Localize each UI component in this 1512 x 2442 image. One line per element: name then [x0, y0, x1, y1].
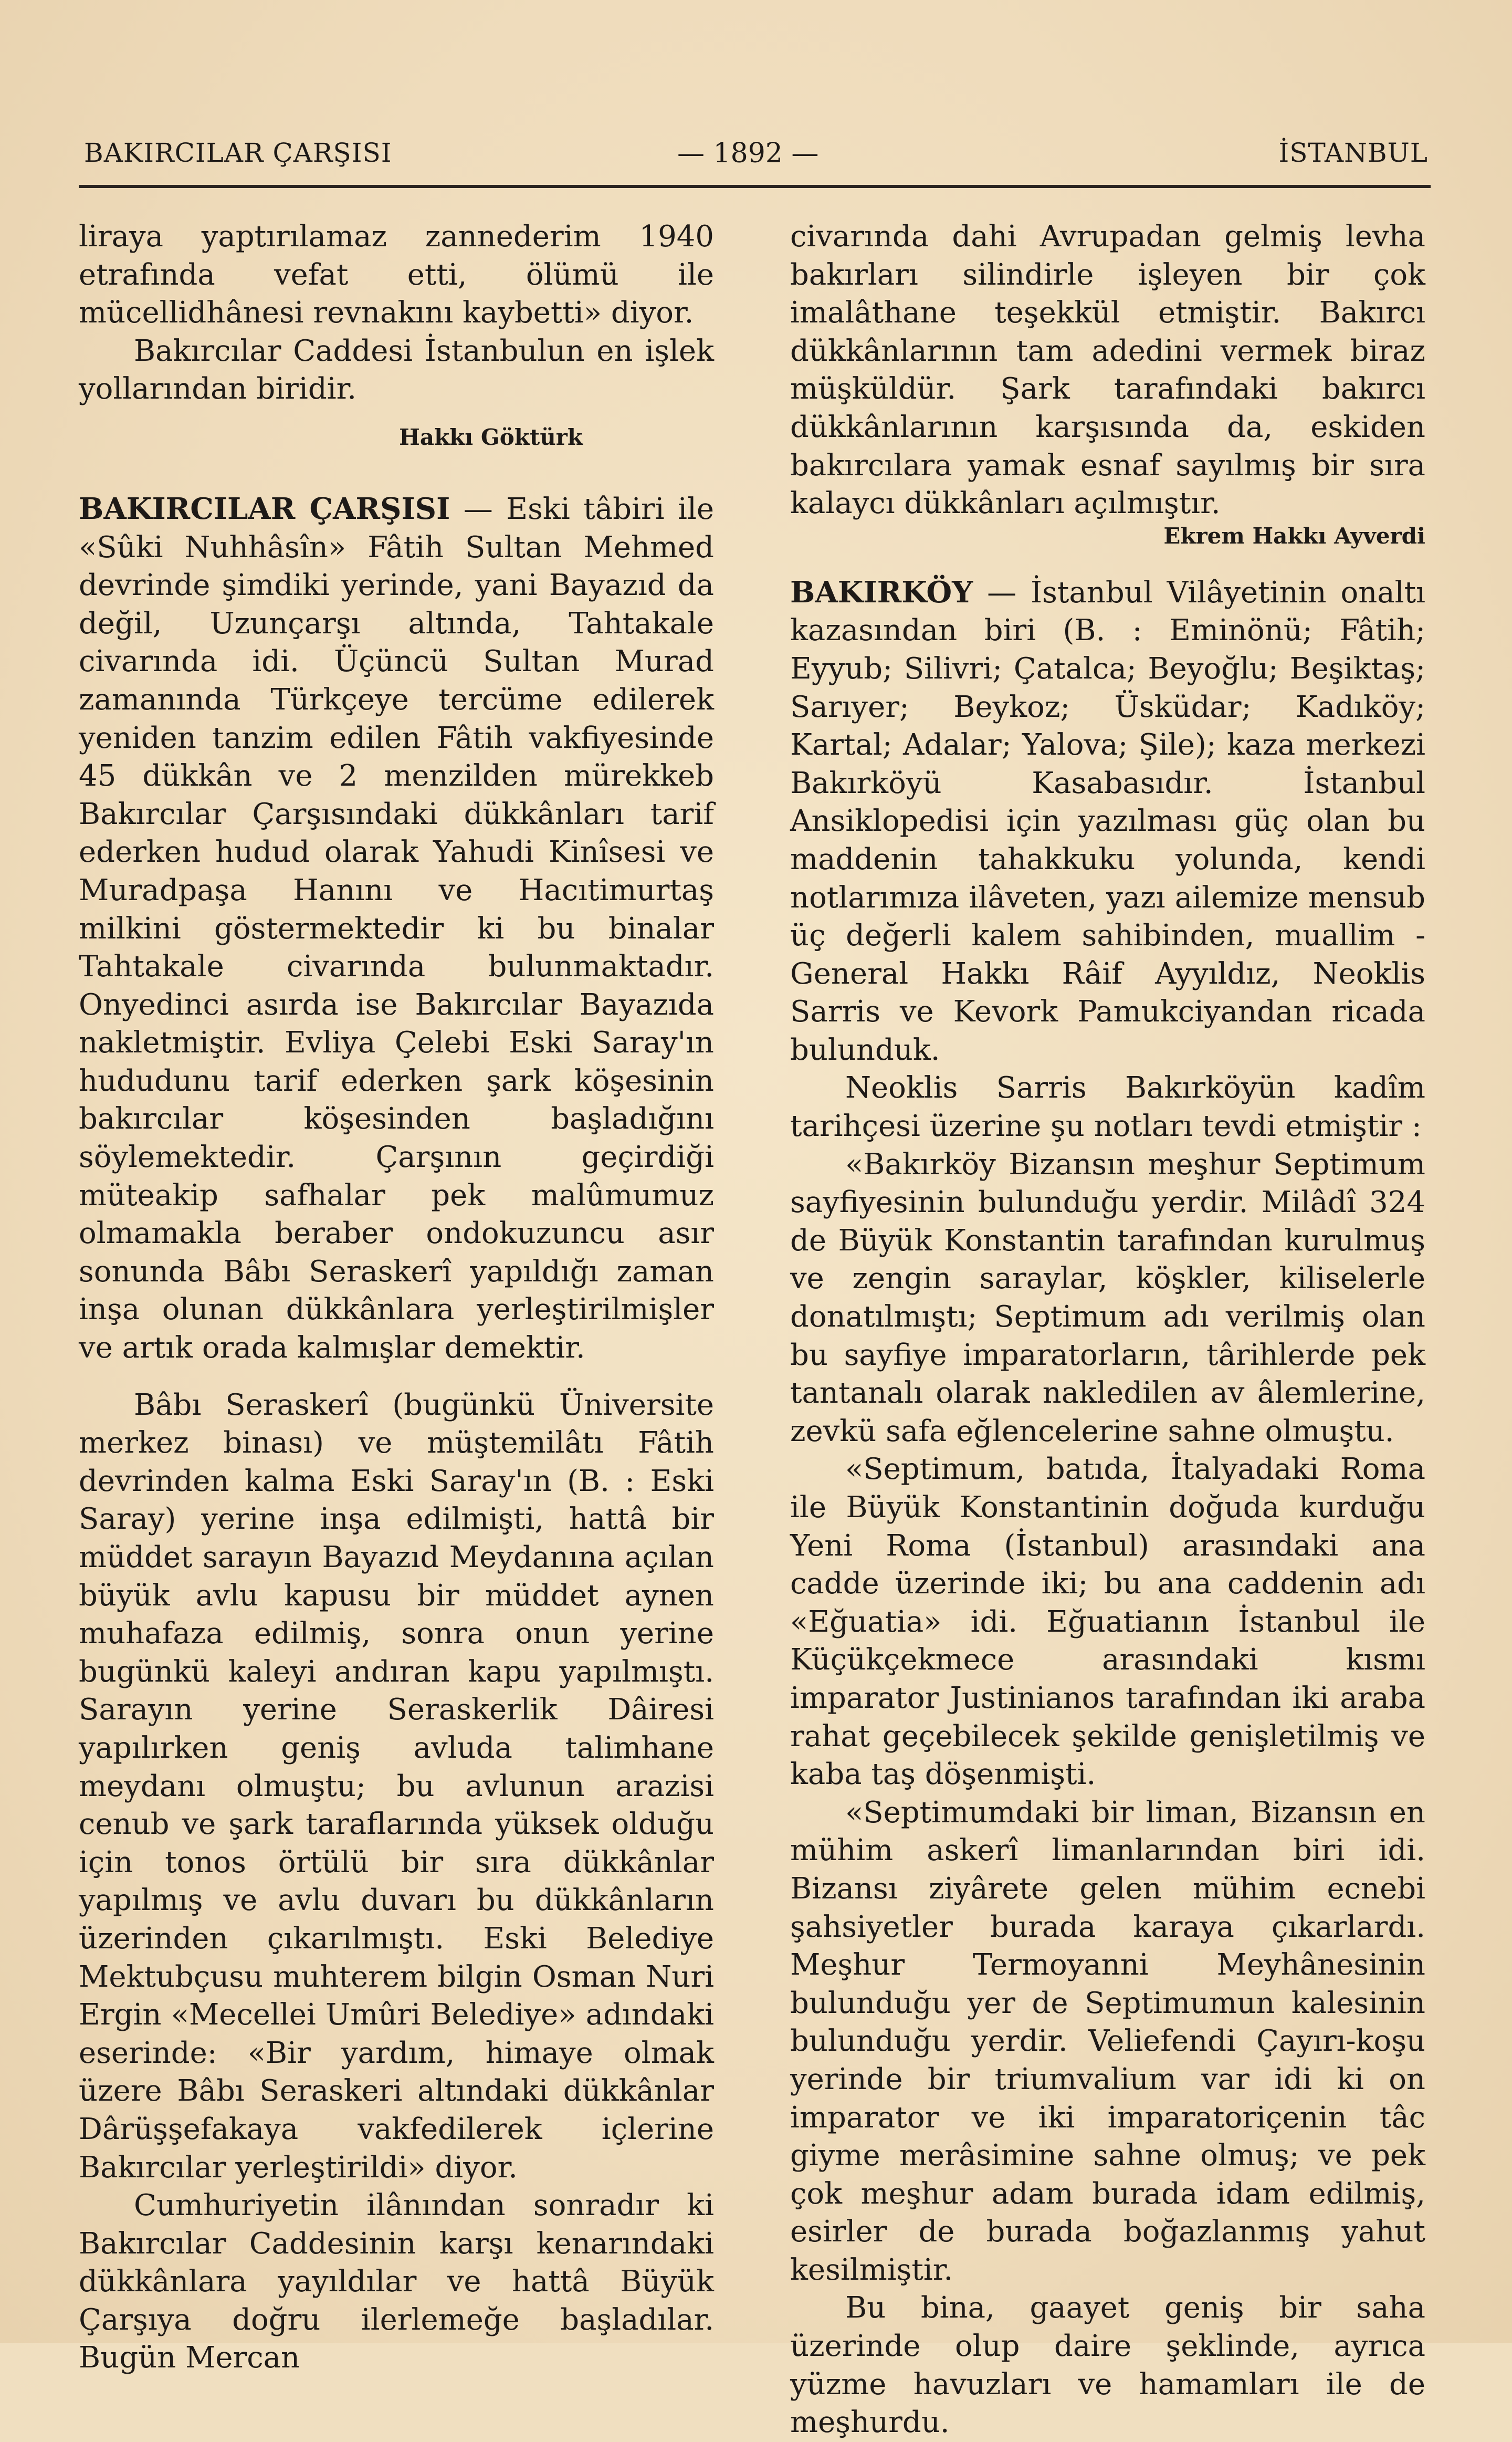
- paragraph: Bu bina, gaayet geniş bir saha üzerinde olup daire şeklinde, ayrıca yüzme havuzları ve hamamları ile de meşhurdu.: [790, 2291, 1425, 2440]
- paragraph: Bâbı Seraskerî (bugünkü Üniversite merkez binası) ve müştemilâtı Fâtih devrinden kalma Eski Saray'ın (B. : Eski Saray) yerine inşa edilmişti, hattâ bir müddet sarayın Bayazıd Meydanına açılan büyük avlu kapusu bir müddet aynen muhafaza edilmiş, sonra onun yerine bugünkü kaleyi andıran kapu yapılmıştı. Sarayın yerine Seraskerlik Dâiresi yapılırken geniş avluda talimhane meydanı olmuştu; bu avlunun arazisi cenub ve şark taraflarında yüksek olduğu için tonos örtülü bir sıra dükkânlar yapılmış ve avlu duvarı bu dükkânların üzerinden çıkarılmıştı. Eski Belediye Mektubçusu muhterem bilgin Osman Nuri Ergin «Mecellei Umûri Belediye» adındaki eserinde: «Bir yardım, himaye olmak üzere Bâbı Seraskeri altındaki dükkânlar Dârüşşefakaya vakfedilerek içlerine Bakırcılar yerleştirildi» diyor.: [79, 1387, 714, 2185]
- left-column: [79, 218, 714, 2377]
- entry-text: — Eski tâbiri ile «Sûki Nuhhâsîn» Fâtih Sultan Mehmed devrinde şimdiki yerinde, yani Bayazıd da değil, Uzunçarşı altında, Tahtakale civarında idi. Üçüncü Sultan Murad zamanında Türkçeye tercüme edilerek yeniden tanzim edilen Fâtih vakfiyesinde 45 dükkân ve 2 menzilden mürekkeb Bakırcılar Çarşısındaki dükkânları tarif ederken hudud olarak Yahudi Kinîsesi ve Muradpaşa Hanını ve Hacıtimurtaş milkini göstermektedir ki bu binalar Tahtakale civarında bulunmaktadır. Onyedinci asırda ise Bakırcılar Bayazıda nakletmiştir. Evliya Çelebi Eski Saray'ın hududunu tarif ederken şark köşesinin bakırcılar köşesinden başladığını söylemektedir. Çarşının geçirdiği müteakip safhalar pek malûmumuz olmamakla beraber ondokuzuncu asır sonunda Bâbı Seraskerî yapıldığı zaman inşa olunan dükkânlara yerleştirilmişler ve artık orada kalmışlar demektir.: [79, 492, 714, 1365]
- paragraph: civarında dahi Avrupadan gelmiş levha bakırları silindirle işleyen bir çok imalâthane teşekkül etmiştir. Bakırcı dükkânlarının tam adedini vermek biraz müşküldür. Şark tarafındaki bakırcı dükkânlarının karşısında da, eskiden bakırcılara yamak esnaf sayılmış bir sıra kalaycı dükkânları açılmıştır.: [790, 220, 1425, 521]
- paragraph: Neoklis Sarris Bakırköyün kadîm tarihçesi üzerine şu notları tevdi etmiştir :: [790, 1071, 1425, 1144]
- paragraph: «Bakırköy Bizansın meşhur Septimum sayfiyesinin bulunduğu yerdir. Milâdî 324 de Büyük Konstantin tarafından kurulmuş ve zengin saraylar, köşkler, kiliselerle donatılmıştı; Septimum adı verilmiş olan bu sayfiye imparatorların, târihlerde pek tantanalı olarak nakledilen av âlemlerine, zevkü safa eğlencelerine sahne olmuştu.: [790, 1147, 1425, 1448]
- entry-headword: BAKIRKÖY: [790, 575, 973, 610]
- running-header: [84, 138, 1428, 174]
- right-column: [790, 218, 1425, 2442]
- entry-headword: BAKIRCILAR ÇARŞISI: [79, 491, 450, 526]
- entry-paragraph: [790, 573, 1425, 1070]
- spacer: [79, 1368, 714, 1386]
- page-number: — 1892 —: [677, 138, 819, 169]
- paragraph: «Septimumdaki bir liman, Bizansın en mühim askerî limanlarından biri idi. Bizansı ziyârete gelen mühim ecnebi şahsiyetler burada karaya çıkarlardı. Meşhur Termoyanni Meyhânesinin bulunduğu yer de Septimumun kalesinin bulunduğu yerdir. Veliefendi Çayırı-koşu yerinde bir triumvalium var idi ki on imparator ve iki imparatoriçenin tâc giyme merâsimine sahne olmuş; ve pek çok meşhur adam burada idam edilmiş, esirler de burada boğazlanmış yahut kesilmiştir.: [790, 1795, 1425, 2287]
- paragraph: «Septimum, batıda, İtalyadaki Roma ile Büyük Konstantinin doğuda kurduğu Yeni Roma (İstanbul) arasındaki ana cadde üzerinde iki; bu ana caddenin adı «Eğuatia» idi. Eğuatianın İstanbul ile Küçükçekmece arasındaki kısmı imparator Justinianos tarafından iki araba rahat geçebilecek şekilde genişletilmiş ve kaba taş döşenmişti.: [790, 1452, 1425, 1792]
- entry-paragraph: [79, 490, 714, 1368]
- header-rule: [79, 185, 1431, 188]
- paragraph: Bakırcılar Caddesi İstanbulun en işlek yollarından biridir.: [79, 333, 714, 406]
- paragraph: liraya yaptırılamaz zannederim 1940 etrafında vefat etti, ölümü ile mücellidhânesi revnakını kaybetti» diyor.: [79, 220, 714, 330]
- author-signature: Hakkı Göktürk: [399, 424, 583, 450]
- header-right-title: İSTANBUL: [1278, 138, 1428, 168]
- author-signature: Ekrem Hakkı Ayverdi: [1163, 523, 1425, 549]
- entry-text: — İstanbul Vilâyetinin onaltı kazasından biri (B. : Eminönü; Fâtih; Eyyub; Silivri; Çatalca; Beyoğlu; Beşiktaş; Sarıyer; Beykoz; Üsküdar; Kadıköy; Kartal; Adalar; Yalova; Şile); kaza merkezi Bakırköyü Kasabasıdır. İstanbul Ansiklopedisi için yazılması güç olan bu maddenin tahakkuku yolunda, kendi notlarımıza ilâveten, yazı ailemize mensub üç değerli kalem sahibinden, muallim - General Hakkı Râif Ayyıldız, Neoklis Sarris ve Kevork Pamukciyandan ricada bulunduk.: [790, 575, 1425, 1067]
- paragraph: Cumhuriyetin ilânından sonradır ki Bakırcılar Caddesinin karşı kenarındaki dükkânlara yayıldılar ve hattâ Büyük Çarşıya doğru ilerlemeğe başladılar. Bugün Mercan: [79, 2188, 714, 2375]
- spacer: [790, 555, 1425, 573]
- spacer: [79, 466, 714, 490]
- header-left-title: BAKIRCILAR ÇARŞISI: [84, 138, 392, 168]
